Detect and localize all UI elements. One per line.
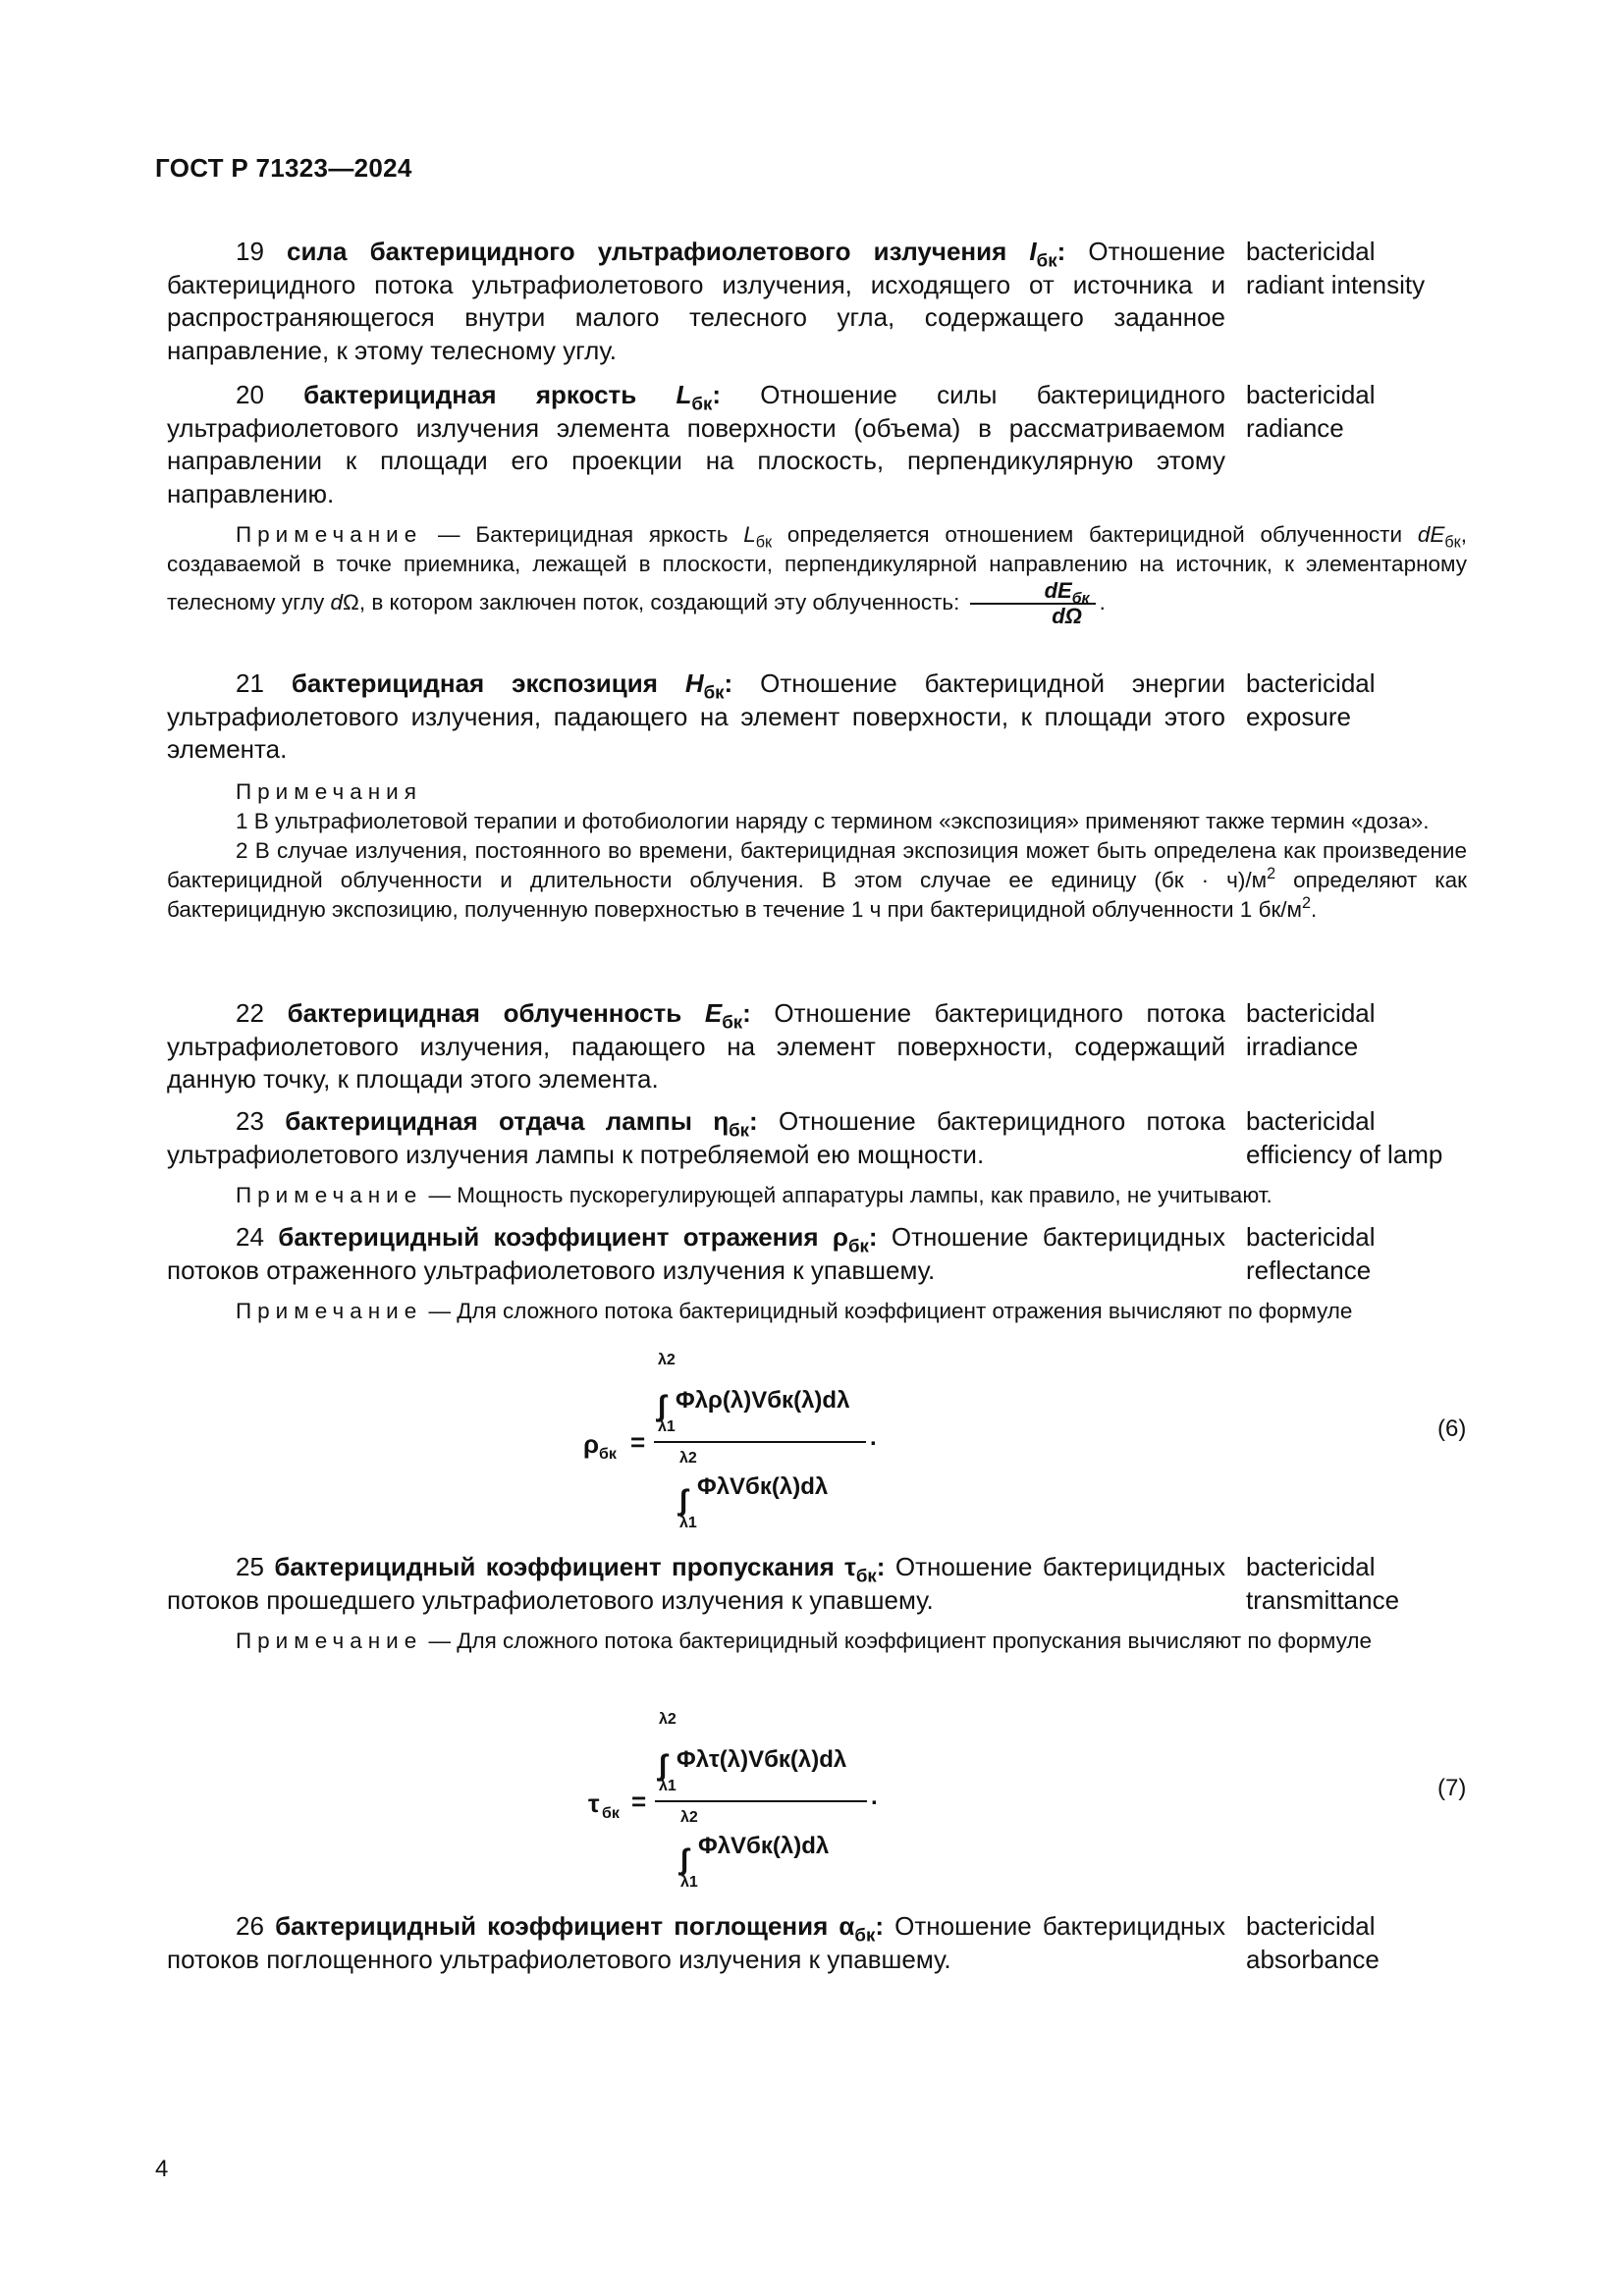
- eq6-den-integral: ∫: [679, 1484, 688, 1517]
- eq7-num-lower-limit: λ1: [659, 1778, 677, 1794]
- term-19-english: bactericidal radiant intensity: [1246, 237, 1426, 299]
- note-21-2: 2 В случае излучения, постоянного во времени, бактерицидная экспозиция может быть определена как произведение бактерицидной облученности и длительности облучения. В этом случае ее единицу $(бк \cdot ч)/м^2$ определяют как бактерицидную экспозицию, полученную поверхностью в течение 1 ч при бактерицидной облученности 1 $бк/м^2$.: [167, 838, 1467, 922]
- notes-label: Примечания: [236, 779, 422, 804]
- eq6-lhs-sub: бк: [599, 1446, 617, 1463]
- term-24-text: 24 бактерицидный коэффициент отражения $\rho_{бк}$: Отношение бактерицидных потоков отраженного ультрафиолетового излучения к упавшему.: [167, 1222, 1225, 1285]
- equation-6-svg: [579, 1347, 913, 1533]
- term-25-text: 25 бактерицидный коэффициент пропускания $\tau_{бк}$: Отношение бактерицидных потоков прошедшего ультрафиолетового излучения к упавшему.: [167, 1552, 1225, 1615]
- eq7-denominator: ΦλVбк(λ)dλ: [698, 1833, 830, 1859]
- term-22-english: bactericidal irradiance: [1246, 998, 1376, 1061]
- term-20: [167, 379, 1376, 510]
- eq6-numerator: Φλρ(λ)Vбк(λ)dλ: [676, 1387, 850, 1414]
- eq7-lhs-sub: бк: [602, 1805, 620, 1822]
- eq7-lhs: τ: [588, 1789, 600, 1818]
- eq7-den-lower-limit: λ1: [680, 1874, 698, 1891]
- note-24: Примечание — Для сложного потока бактерицидный коэффициент отражения вычисляют по формуле: [236, 1299, 1353, 1323]
- term-24-english: bactericidal reflectance: [1246, 1222, 1376, 1285]
- eq6-equals: =: [630, 1427, 646, 1457]
- inline-fraction: $\frac{dE_{бк}}{d\Omega}$: [970, 579, 1096, 628]
- equation-7: [584, 1706, 918, 1897]
- note-21-1: 1 В ультрафиолетовой терапии и фотобиологии наряду с термином «экспозиция» применяют также термин «доза».: [236, 809, 1430, 833]
- document-header: ГОСТ Р 71323—2024: [155, 153, 412, 183]
- note-25: Примечание — Для сложного потока бактерицидный коэффициент пропускания вычисляют по формуле: [236, 1629, 1372, 1653]
- note-20: Примечание — Бактерицидная яркость $L_{бк}$ определяется отношением бактерицидной облученности $dE_{бк}$, создаваемой в точке приемника, лежащей в плоскости, перпендикулярной направлению на источник, к элементарному телесному углу dΩ, в котором заключен поток, создающий эту облученность: $\frac{dE_{бк}}{d\Omega}$ .: [167, 522, 1467, 628]
- term-22: [167, 997, 1376, 1096]
- term-26-english: bactericidal absorbance: [1246, 1911, 1380, 1974]
- term-20-english: bactericidal radiance: [1246, 380, 1376, 443]
- term-20-text: 20 бактерицидная яркость $L_{бк}$: Отношение силы бактерицидного ультрафиолетового излучения элемента поверхности (объема) в рассматриваемом направлении к площади его проекции на плоскость, перпендикулярную этому направлению.: [167, 380, 1225, 508]
- term-19: [167, 236, 1426, 367]
- eq7-numerator: Φλτ(λ)Vбк(λ)dλ: [677, 1746, 847, 1773]
- term-19-text: 19 сила бактерицидного ультрафиолетового излучения $I_{бк}$: Отношение бактерицидного потока ультрафиолетового излучения, исходящего от источника и распространяющегося внутри малого телесного угла, содержащего заданное направление, к этому телесному углу.: [167, 237, 1225, 365]
- term-21-english: bactericidal exposure: [1246, 668, 1376, 731]
- term-23-text: 23 бактерицидная отдача лампы $\eta_{бк}$: Отношение бактерицидного потока ультрафиолетового излучения лампы к потребляемой ею мощности.: [167, 1106, 1225, 1169]
- eq7-end: .: [871, 1784, 878, 1810]
- eq6-num-lower-limit: λ1: [658, 1418, 676, 1435]
- eq6-num-integral: ∫: [658, 1390, 667, 1422]
- term-21: [167, 667, 1376, 767]
- equation-7-number: (7): [1437, 1775, 1467, 1801]
- term-25-english: bactericidal transmittance: [1246, 1552, 1400, 1615]
- eq7-den-integral: ∫: [680, 1843, 689, 1876]
- note-23: Примечание — Мощность пускорегулирующей аппаратуры лампы, как правило, не учитывают.: [236, 1183, 1272, 1207]
- eq7-num-integral: ∫: [659, 1749, 668, 1782]
- equation-6-number: (6): [1437, 1415, 1467, 1442]
- eq7-num-upper-limit: λ2: [659, 1711, 677, 1728]
- eq6-den-upper-limit: λ2: [679, 1450, 697, 1467]
- equation-7-svg: [584, 1706, 918, 1893]
- eq6-end: .: [870, 1424, 877, 1451]
- eq6-denominator: ΦλVбк(λ)dλ: [697, 1473, 829, 1500]
- page-number: 4: [155, 2156, 169, 2182]
- eq6-num-upper-limit: λ2: [658, 1352, 676, 1368]
- eq6-den-lower-limit: λ1: [679, 1515, 697, 1531]
- term-26: [167, 1910, 1380, 1976]
- term-23-english: bactericidal efficiency of lamp: [1246, 1106, 1443, 1169]
- term-24: [167, 1221, 1376, 1287]
- note-label: Примечание: [236, 522, 423, 547]
- notes-21: [167, 777, 1467, 925]
- term-22-text: 22 бактерицидная облученность $E_{бк}$: Отношение бактерицидного потока ультрафиолетового излучения, падающего на элемент поверхности, содержащий данную точку, к площади этого элемента.: [167, 998, 1225, 1094]
- term-23: [167, 1105, 1443, 1171]
- eq7-den-upper-limit: λ2: [680, 1809, 698, 1826]
- term-21-text: 21 бактерицидная экспозиция $H_{бк}$: Отношение бактерицидной энергии ультрафиолетового излучения, падающего на элемент поверхности, к площади этого элемента.: [167, 668, 1225, 764]
- eq7-equals: =: [631, 1787, 647, 1816]
- term-26-text: 26 бактерицидный коэффициент поглощения $\alpha_{бк}$: Отношение бактерицидных потоков поглощенного ультрафиолетового излучения к упавшему.: [167, 1911, 1225, 1974]
- eq6-lhs: ρ: [583, 1429, 600, 1459]
- term-25: [167, 1551, 1400, 1617]
- equation-6: [579, 1347, 913, 1538]
